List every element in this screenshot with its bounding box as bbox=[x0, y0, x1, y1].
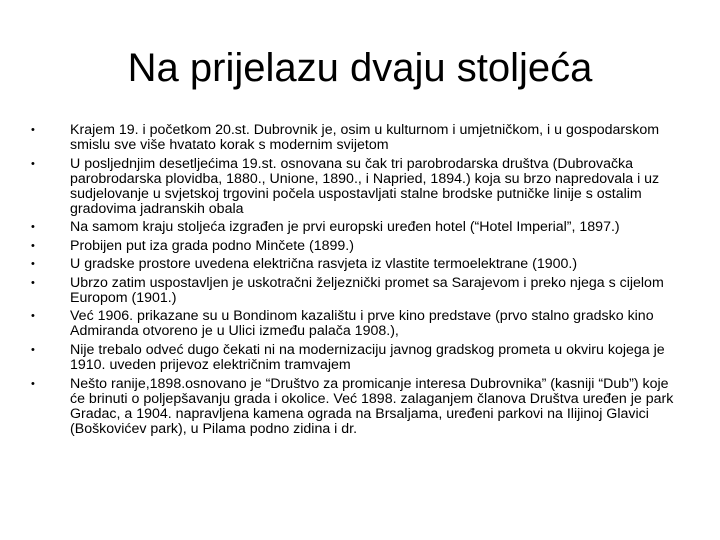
bullet-icon: • bbox=[31, 239, 35, 252]
bullet-icon: • bbox=[31, 221, 35, 234]
bullet-item bbox=[0, 123, 720, 153]
bullet-text: Probijen put iza grada podno Minčete (1899.) bbox=[70, 237, 354, 254]
bullet-text: Već 1906. prikazane su u Bondinom kazalištu i prve kino predstave (prvo stalno gradsko kino Admiranda otvoreno je u Ulici između palača 1908.), bbox=[70, 308, 654, 340]
bullet-item bbox=[0, 377, 720, 437]
bullet-item bbox=[0, 220, 720, 235]
bullet-item bbox=[0, 276, 720, 306]
bullet-text: Nešto ranije,1898.osnovano je “Društvo za promicanje interesa Dubrovnika” (kasniji “Dub”) koje će brinuti o poljepšavanju grada i okolice. Već 1898. zalaganjem članova Društva uređen je park Gradac, a 1904. napravljena kamena ograda na Brsaljama, uređeni parkovi na Ilijinoj Glavici (Boškovićev park), u Pilama podno zidina i dr. bbox=[70, 375, 674, 437]
bullet-item bbox=[0, 157, 720, 217]
bullet-item bbox=[0, 257, 720, 272]
bullet-icon: • bbox=[31, 258, 35, 271]
bullet-icon: • bbox=[31, 276, 35, 289]
slide-title: Na prijelazu dvaju stoljeća bbox=[127, 46, 593, 90]
bullet-item bbox=[0, 309, 720, 339]
bullet-text: Nije trebalo odveć dugo čekati ni na modernizaciju javnog gradskog prometa u okviru kojega je 1910. uveden prijevoz električnim tramvajem bbox=[70, 341, 665, 374]
bullet-text: U gradske prostore uvedena električna rasvjeta iz vlastite termoelektrane (1900.) bbox=[70, 256, 578, 273]
bullet-icon: • bbox=[31, 377, 35, 390]
bullet-item bbox=[0, 343, 720, 373]
bullet-list bbox=[0, 123, 720, 440]
bullet-icon: • bbox=[31, 124, 35, 136]
bullet-item bbox=[0, 239, 720, 254]
bullet-text: Ubrzo zatim uspostavljen je uskotračni željeznički promet sa Sarajevom i preko njega s cijelom Europom (1901.) bbox=[70, 274, 664, 306]
bullet-icon: • bbox=[31, 310, 35, 323]
bullet-text: Krajem 19. i početkom 20.st. Dubrovnik je, osim u kulturnom i umjetničkom, i u gospodarskom smislu sve više hvatato korak s modernim svijetom bbox=[70, 122, 660, 154]
bullet-icon: • bbox=[31, 157, 35, 170]
bullet-icon: • bbox=[31, 343, 35, 356]
bullet-text: Na samom kraju stoljeća izgrađen je prvi europski uređen hotel (“Hotel Imperial”, 1897.) bbox=[70, 219, 620, 236]
bullet-text: U posljednjim desetljećima 19.st. osnovana su čak tri parobrodarska društva (Dubrovačka parobrodarska plovidba, 1880., Unione, 1890., i Napried, 1894.) koja su brzo napredovala i uz sudjelovanje u svjetskoj trgovini počela uspostavljati stalne brodske putničke linije s ostalim gradovima jadranskih obala bbox=[70, 155, 660, 217]
